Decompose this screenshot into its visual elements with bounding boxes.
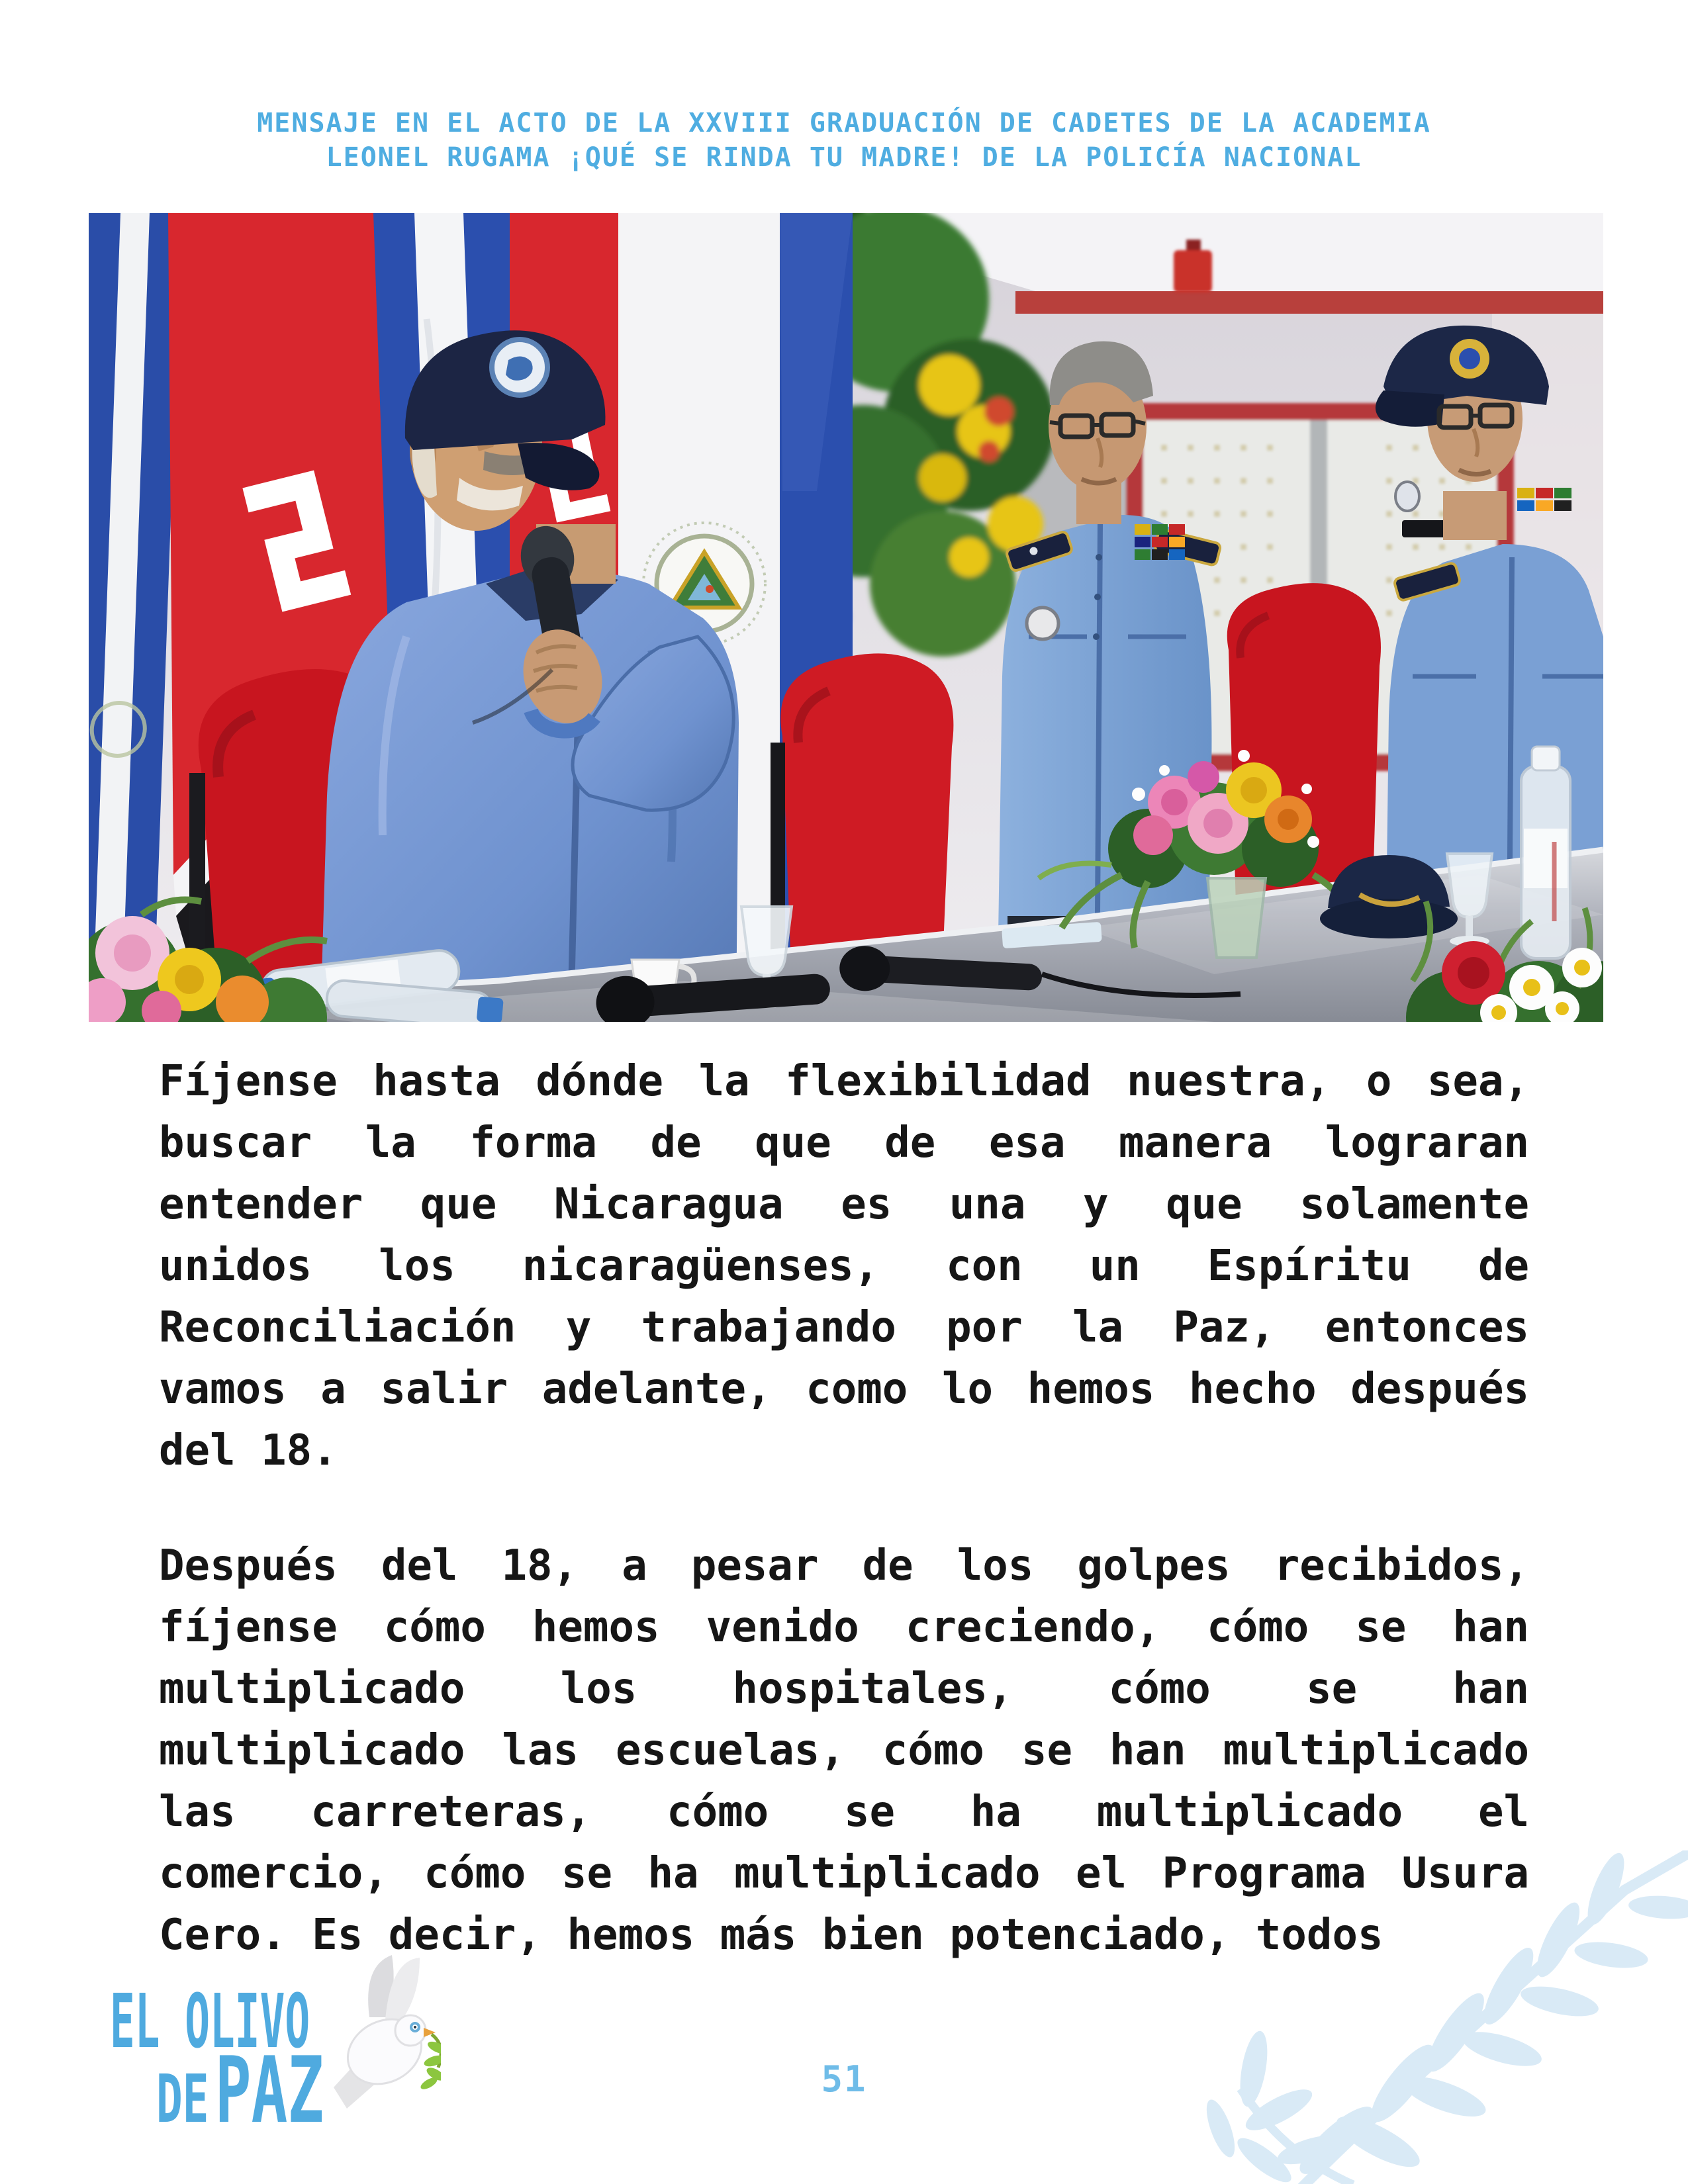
- text-line: Fíjense hasta dónde la flexibilidad nuestra, o sea,: [159, 1057, 1529, 1106]
- el-olivo-logo-line1: EL OLIVO: [110, 1979, 310, 2065]
- olive-branch-decoration: [1201, 1850, 1688, 2184]
- red-beam: [1015, 291, 1603, 314]
- page-number: 51: [821, 2058, 867, 2100]
- text-line: Después del 18, a pesar de los golpes recibidos,: [159, 1541, 1529, 1590]
- logo-de: DE: [156, 2060, 209, 2138]
- ribbon-bar: [1135, 524, 1185, 560]
- header-title-line2: LEONEL RUGAMA ¡QUÉ SE RINDA TU MADRE! DE LA POLICÍA NACIONAL: [326, 142, 1362, 173]
- text-line: Cero. Es decir, hemos más bien potenciado, todos: [159, 1911, 1383, 1960]
- ceremony-photo: [89, 213, 1603, 1022]
- speech-text: [159, 1051, 1529, 1966]
- logo-paz: PAZ: [214, 2037, 324, 2144]
- text-line: unidos los nicaragüenses, con un Espíritu de: [159, 1242, 1529, 1291]
- text-line: las carreteras, cómo se ha multiplicado el: [159, 1788, 1529, 1837]
- ceremony-photo-illustration: [89, 213, 1603, 1022]
- text-line: multiplicado las escuelas, cómo se han multiplicado: [159, 1726, 1529, 1775]
- paragraph-1: [159, 1051, 1529, 1482]
- text-line: buscar la forma de que de esa manera lograran: [159, 1118, 1529, 1167]
- text-line: fíjense cómo hemos venido creciendo, cómo se han: [159, 1603, 1529, 1652]
- text-line: Reconciliación y trabajando por la Paz, entonces: [159, 1303, 1529, 1352]
- text-line: entender que Nicaragua es una y que solamente: [159, 1180, 1529, 1229]
- header-title-line1: MENSAJE EN EL ACTO DE LA XXVIII GRADUACIÓN DE CADETES DE LA ACADEMIA: [257, 108, 1431, 138]
- text-line: vamos a salir adelante, como lo hemos hecho después: [159, 1365, 1529, 1414]
- text-line: multiplicado los hospitales, cómo se han: [159, 1664, 1529, 1713]
- page-header: [0, 106, 1688, 175]
- text-line: comercio, cómo se ha multiplicado el Programa Usura: [159, 1849, 1529, 1898]
- text-line: del 18.: [159, 1426, 338, 1475]
